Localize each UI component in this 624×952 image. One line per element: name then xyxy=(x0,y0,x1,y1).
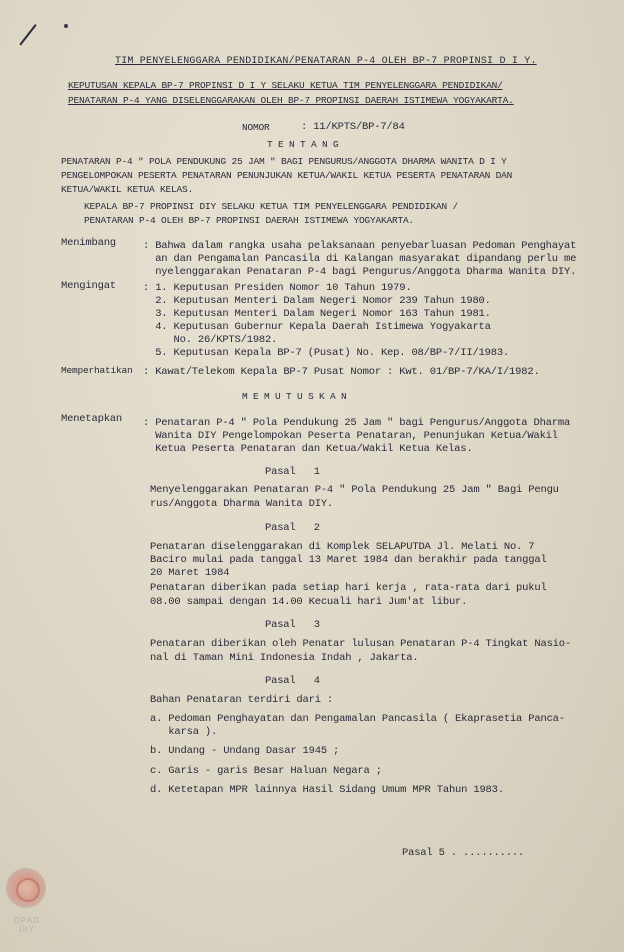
memperhatikan-text: : Kawat/Telekom Kepala BP-7 Pusat Nomor : Kwt. 01/BP-7/KA/I/1982. xyxy=(143,366,540,378)
menetapkan-line-2: Wanita DIY Pengelompokan Peserta Penataran, Penunjukan Ketua/Wakil xyxy=(143,430,558,442)
menimbang-line-2: an dan Pengamalan Pancasila di Kalangan masyarakat dipandang perlu me xyxy=(143,253,577,265)
memperhatikan-label: Memperhatikan xyxy=(61,365,133,376)
pasal-3-heading: Pasal 3 xyxy=(265,619,320,631)
menimbang-line-1: : Bahwa dalam rangka usaha pelaksanaan penyebarluasan Pedoman Penghayat xyxy=(143,240,577,252)
mengingat-item-4-cont: No. 26/KPTS/1982. xyxy=(143,334,278,346)
pasal-4-item-c: c. Garis - garis Besar Haluan Negara ; xyxy=(150,765,382,777)
mengingat-item-3: 3. Keputusan Menteri Dalam Negeri Nomor 163 Tahun 1981. xyxy=(143,308,491,320)
mengingat-label: Mengingat xyxy=(61,280,116,292)
pasal-4-item-d: d. Ketetapan MPR lainnya Hasil Sidang Umum MPR Tahun 1983. xyxy=(150,784,504,796)
archive-watermark-text: DPAD DIY xyxy=(14,916,40,934)
pasal-4-heading: Pasal 4 xyxy=(265,675,320,687)
pasal-4-item-a-cont: karsa ). xyxy=(150,726,218,738)
mengingat-item-5: 5. Keputusan Kepala BP-7 (Pusat) No. Kep. 08/BP-7/II/1983. xyxy=(143,347,510,359)
pasal-4-item-a: a. Pedoman Penghayatan dan Pengamalan Pancasila ( Ekaprasetia Panca- xyxy=(150,713,565,725)
menimbang-line-3: nyelenggarakan Penataran P-4 bagi Pengurus/Anggota Dharma Wanita DIY. xyxy=(143,266,577,278)
pasal-4-item-b: b. Undang - Undang Dasar 1945 ; xyxy=(150,745,340,757)
menetapkan-line-1: : Penataran P-4 " Pola Pendukung 25 Jam " bagi Pengurus/Anggota Dharma xyxy=(143,417,571,429)
pasal-3-line-1: Penataran diberikan oleh Penatar lulusan Penataran P-4 Tingkat Nasio- xyxy=(150,638,571,650)
nomor-value: : 11/KPTS/BP-7/84 xyxy=(301,121,405,133)
pasal-2-line-3: 20 Maret 1984 xyxy=(150,567,230,579)
pasal-1-line-1: Menyelenggarakan Penataran P-4 " Pola Pendukung 25 Jam " Bagi Pengu xyxy=(150,484,559,496)
pasal-2-line-1: Penataran diselenggarakan di Komplek SELAPUTDA Jl. Melati No. 7 xyxy=(150,541,535,553)
document-title: TIM PENYELENGGARA PENDIDIKAN/PENATARAN P-4 OLEH BP-7 PROPINSI D I Y. xyxy=(115,56,537,67)
pasal-2-line-2: Baciro mulai pada tanggal 13 Maret 1984 dan berakhir pada tanggal xyxy=(150,554,547,566)
pasal-2-heading: Pasal 2 xyxy=(265,522,320,534)
continuation-note: Pasal 5 . .......... xyxy=(402,847,525,859)
pasal-2-line-4: Penataran diberikan pada setiap hari kerja , rata-rata dari pukul xyxy=(150,582,547,594)
menetapkan-line-3: Ketua Peserta Penataran dan Ketua/Wakil Ketua Kelas. xyxy=(143,443,473,455)
memutuskan-heading: M E M U T U S K A N xyxy=(242,391,347,402)
tentang-heading: T E N T A N G xyxy=(267,139,339,150)
subject-line-1: PENATARAN P-4 " POLA PENDUKUNG 25 JAM " BAGI PENGURUS/ANGGOTA DHARMA WANITA D I Y xyxy=(61,156,507,167)
mengingat-item-2: 2. Keputusan Menteri Dalam Negeri Nomor 239 Tahun 1980. xyxy=(143,295,491,307)
mengingat-item-1: : 1. Keputusan Presiden Nomor 10 Tahun 1979. xyxy=(143,282,412,294)
nomor-label: NOMOR xyxy=(242,122,270,133)
issuer-line-1: KEPALA BP-7 PROPINSI DIY SELAKU KETUA TIM PENYELENGGARA PENDIDIKAN / xyxy=(84,201,459,212)
pasal-2-line-5: 08.00 sampai dengan 14.00 Kecuali hari Jum'at libur. xyxy=(150,596,468,608)
menetapkan-label: Menetapkan xyxy=(61,413,123,425)
pasal-1-line-2: rus/Anggota Dharma Wanita DIY. xyxy=(150,498,334,510)
ink-dot xyxy=(64,24,68,28)
pasal-1-heading: Pasal 1 xyxy=(265,466,320,478)
mengingat-item-4: 4. Keputusan Gubernur Kepala Daerah Istimewa Yogyakarta xyxy=(143,321,491,333)
decree-line-2: PENATARAN P-4 YANG DISELENGGARAKAN OLEH BP-7 PROPINSI DAERAH ISTIMEWA YOGYAKARTA. xyxy=(68,95,514,106)
pasal-3-line-2: nal di Taman Mini Indonesia Indah , Jakarta. xyxy=(150,652,419,664)
archive-logo-emblem-icon xyxy=(16,878,40,902)
subject-line-3: KETUA/WAKIL KETUA KELAS. xyxy=(61,184,194,195)
decree-line-1: KEPUTUSAN KEPALA BP-7 PROPINSI D I Y SELAKU KETUA TIM PENYELENGGARA PENDIDIKAN/ xyxy=(68,80,503,91)
subject-line-2: PENGELOMPOKAN PESERTA PENATARAN PENUNJUKAN KETUA/WAKIL KETUA PESERTA PENATARAN DAN xyxy=(61,170,513,181)
issuer-line-2: PENATARAN P-4 OLEH BP-7 PROPINSI DAERAH ISTIMEWA YOGYAKARTA. xyxy=(84,215,415,226)
handwritten-slash-mark xyxy=(19,24,37,46)
menimbang-label: Menimbang xyxy=(61,237,116,249)
pasal-4-intro: Bahan Penataran terdiri dari : xyxy=(150,694,334,706)
